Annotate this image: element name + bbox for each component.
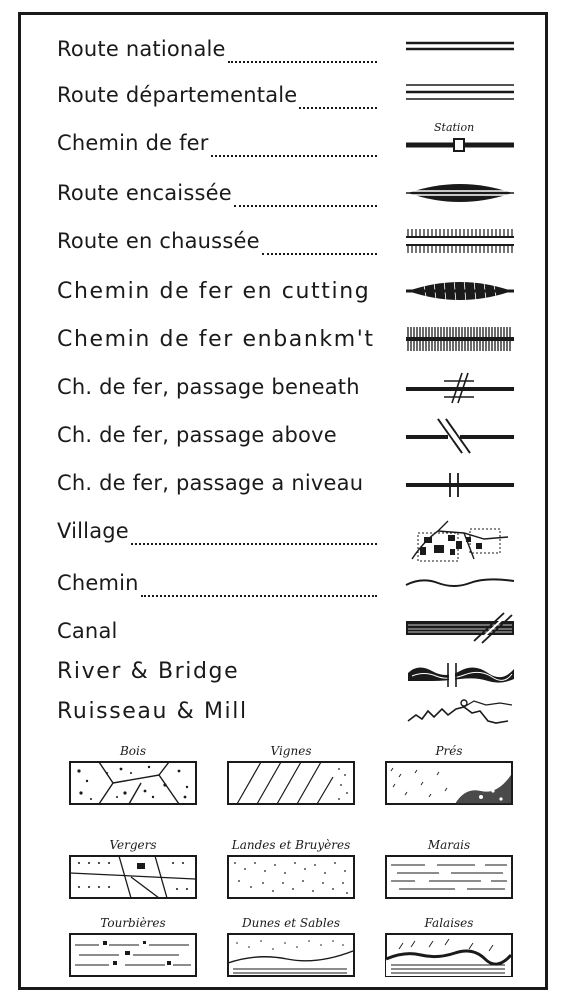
legend-row-route-encaissee (21, 173, 545, 213)
legend-label: Route départementale (57, 83, 298, 107)
leader-dots (211, 153, 377, 157)
railway-cutting-icon (404, 271, 516, 311)
legend-row-route-en-chaussee (21, 221, 545, 261)
meadow-swatch-icon (385, 761, 513, 805)
swatch-vignes (225, 743, 357, 805)
railway-embankment-icon (404, 319, 516, 359)
swatch-vergers (67, 837, 199, 899)
swatch-tourbieres (67, 915, 199, 977)
swatch-label: Landes et Bruyères (231, 838, 351, 852)
legend-label: Route encaissée (57, 181, 232, 205)
stream-mill-icon (404, 691, 516, 731)
swatch-falaises (383, 915, 515, 977)
swatch-label: Dunes et Sables (241, 916, 341, 930)
legend-row-chemin (21, 563, 545, 603)
legend-row-cutting (21, 271, 545, 311)
woods-swatch-icon (69, 761, 197, 805)
legend-row-chemin-de-fer (21, 123, 545, 163)
sunken-road-icon (404, 173, 516, 213)
map-legend-frame (18, 12, 548, 990)
swatch-landes (225, 837, 357, 899)
swatch-label: Vergers (109, 838, 157, 852)
dunes-swatch-icon (227, 933, 355, 977)
marsh-swatch-icon (385, 855, 513, 899)
railway-station-icon (404, 123, 516, 163)
cliffs-swatch-icon (385, 933, 513, 977)
legend-row-pass-above (21, 415, 545, 455)
rail-pass-above-icon (404, 415, 516, 455)
swatch-label: Vignes (270, 744, 312, 758)
legend-row-embankment (21, 319, 545, 359)
swatch-label: Prés (435, 744, 463, 758)
triple-line-road-icon (404, 75, 516, 115)
legend-label: Ch. de fer, passage beneath (57, 375, 360, 399)
legend-label: River & Bridge (57, 659, 240, 684)
legend-row-stream-mill (21, 691, 545, 731)
leader-dots (234, 203, 377, 207)
station-label: Station (434, 121, 475, 134)
leader-dots (141, 593, 377, 597)
leader-dots (228, 59, 377, 63)
swatch-marais (383, 837, 515, 899)
legend-label: Ch. de fer, passage above (57, 423, 337, 447)
swatch-label: Bois (119, 744, 147, 758)
peat-bog-swatch-icon (69, 933, 197, 977)
legend-row-village (21, 511, 545, 571)
legend-row-level-crossing (21, 463, 545, 503)
swatch-dunes (225, 915, 357, 977)
legend-label: Chemin de fer enbankm't (57, 327, 375, 352)
legend-label: Ch. de fer, passage a niveau (57, 471, 364, 495)
legend-label: Chemin de fer (57, 131, 209, 155)
legend-row-route-departementale (21, 75, 545, 115)
double-line-road-icon (404, 29, 516, 69)
path-icon (404, 563, 516, 603)
legend-label: Ruisseau & Mill (57, 699, 248, 724)
legend-label: Village (57, 519, 129, 543)
vineyard-swatch-icon (227, 761, 355, 805)
raised-road-icon (404, 221, 516, 261)
orchard-swatch-icon (69, 855, 197, 899)
leader-dots (131, 541, 377, 545)
legend-row-canal (21, 611, 545, 651)
legend-row-pass-beneath (21, 367, 545, 407)
river-bridge-icon (404, 651, 516, 691)
swatch-label: Falaises (424, 916, 474, 930)
legend-label: Route en chaussée (57, 229, 260, 253)
legend-label: Chemin (57, 571, 139, 595)
leader-dots (299, 105, 377, 109)
legend-row-river-bridge (21, 651, 545, 691)
swatch-pres (383, 743, 515, 805)
legend-label: Canal (57, 619, 118, 643)
legend-row-route-nationale (21, 29, 545, 69)
leader-dots (262, 251, 377, 255)
village-icon (404, 511, 516, 571)
rail-pass-beneath-icon (404, 367, 516, 407)
canal-icon (404, 611, 516, 651)
legend-label: Route nationale (57, 37, 226, 61)
heath-swatch-icon (227, 855, 355, 899)
swatch-label: Tourbières (100, 916, 166, 930)
swatch-label: Marais (427, 838, 471, 852)
level-crossing-icon (404, 463, 516, 503)
swatch-bois (67, 743, 199, 805)
legend-label: Chemin de fer en cutting (57, 279, 371, 304)
